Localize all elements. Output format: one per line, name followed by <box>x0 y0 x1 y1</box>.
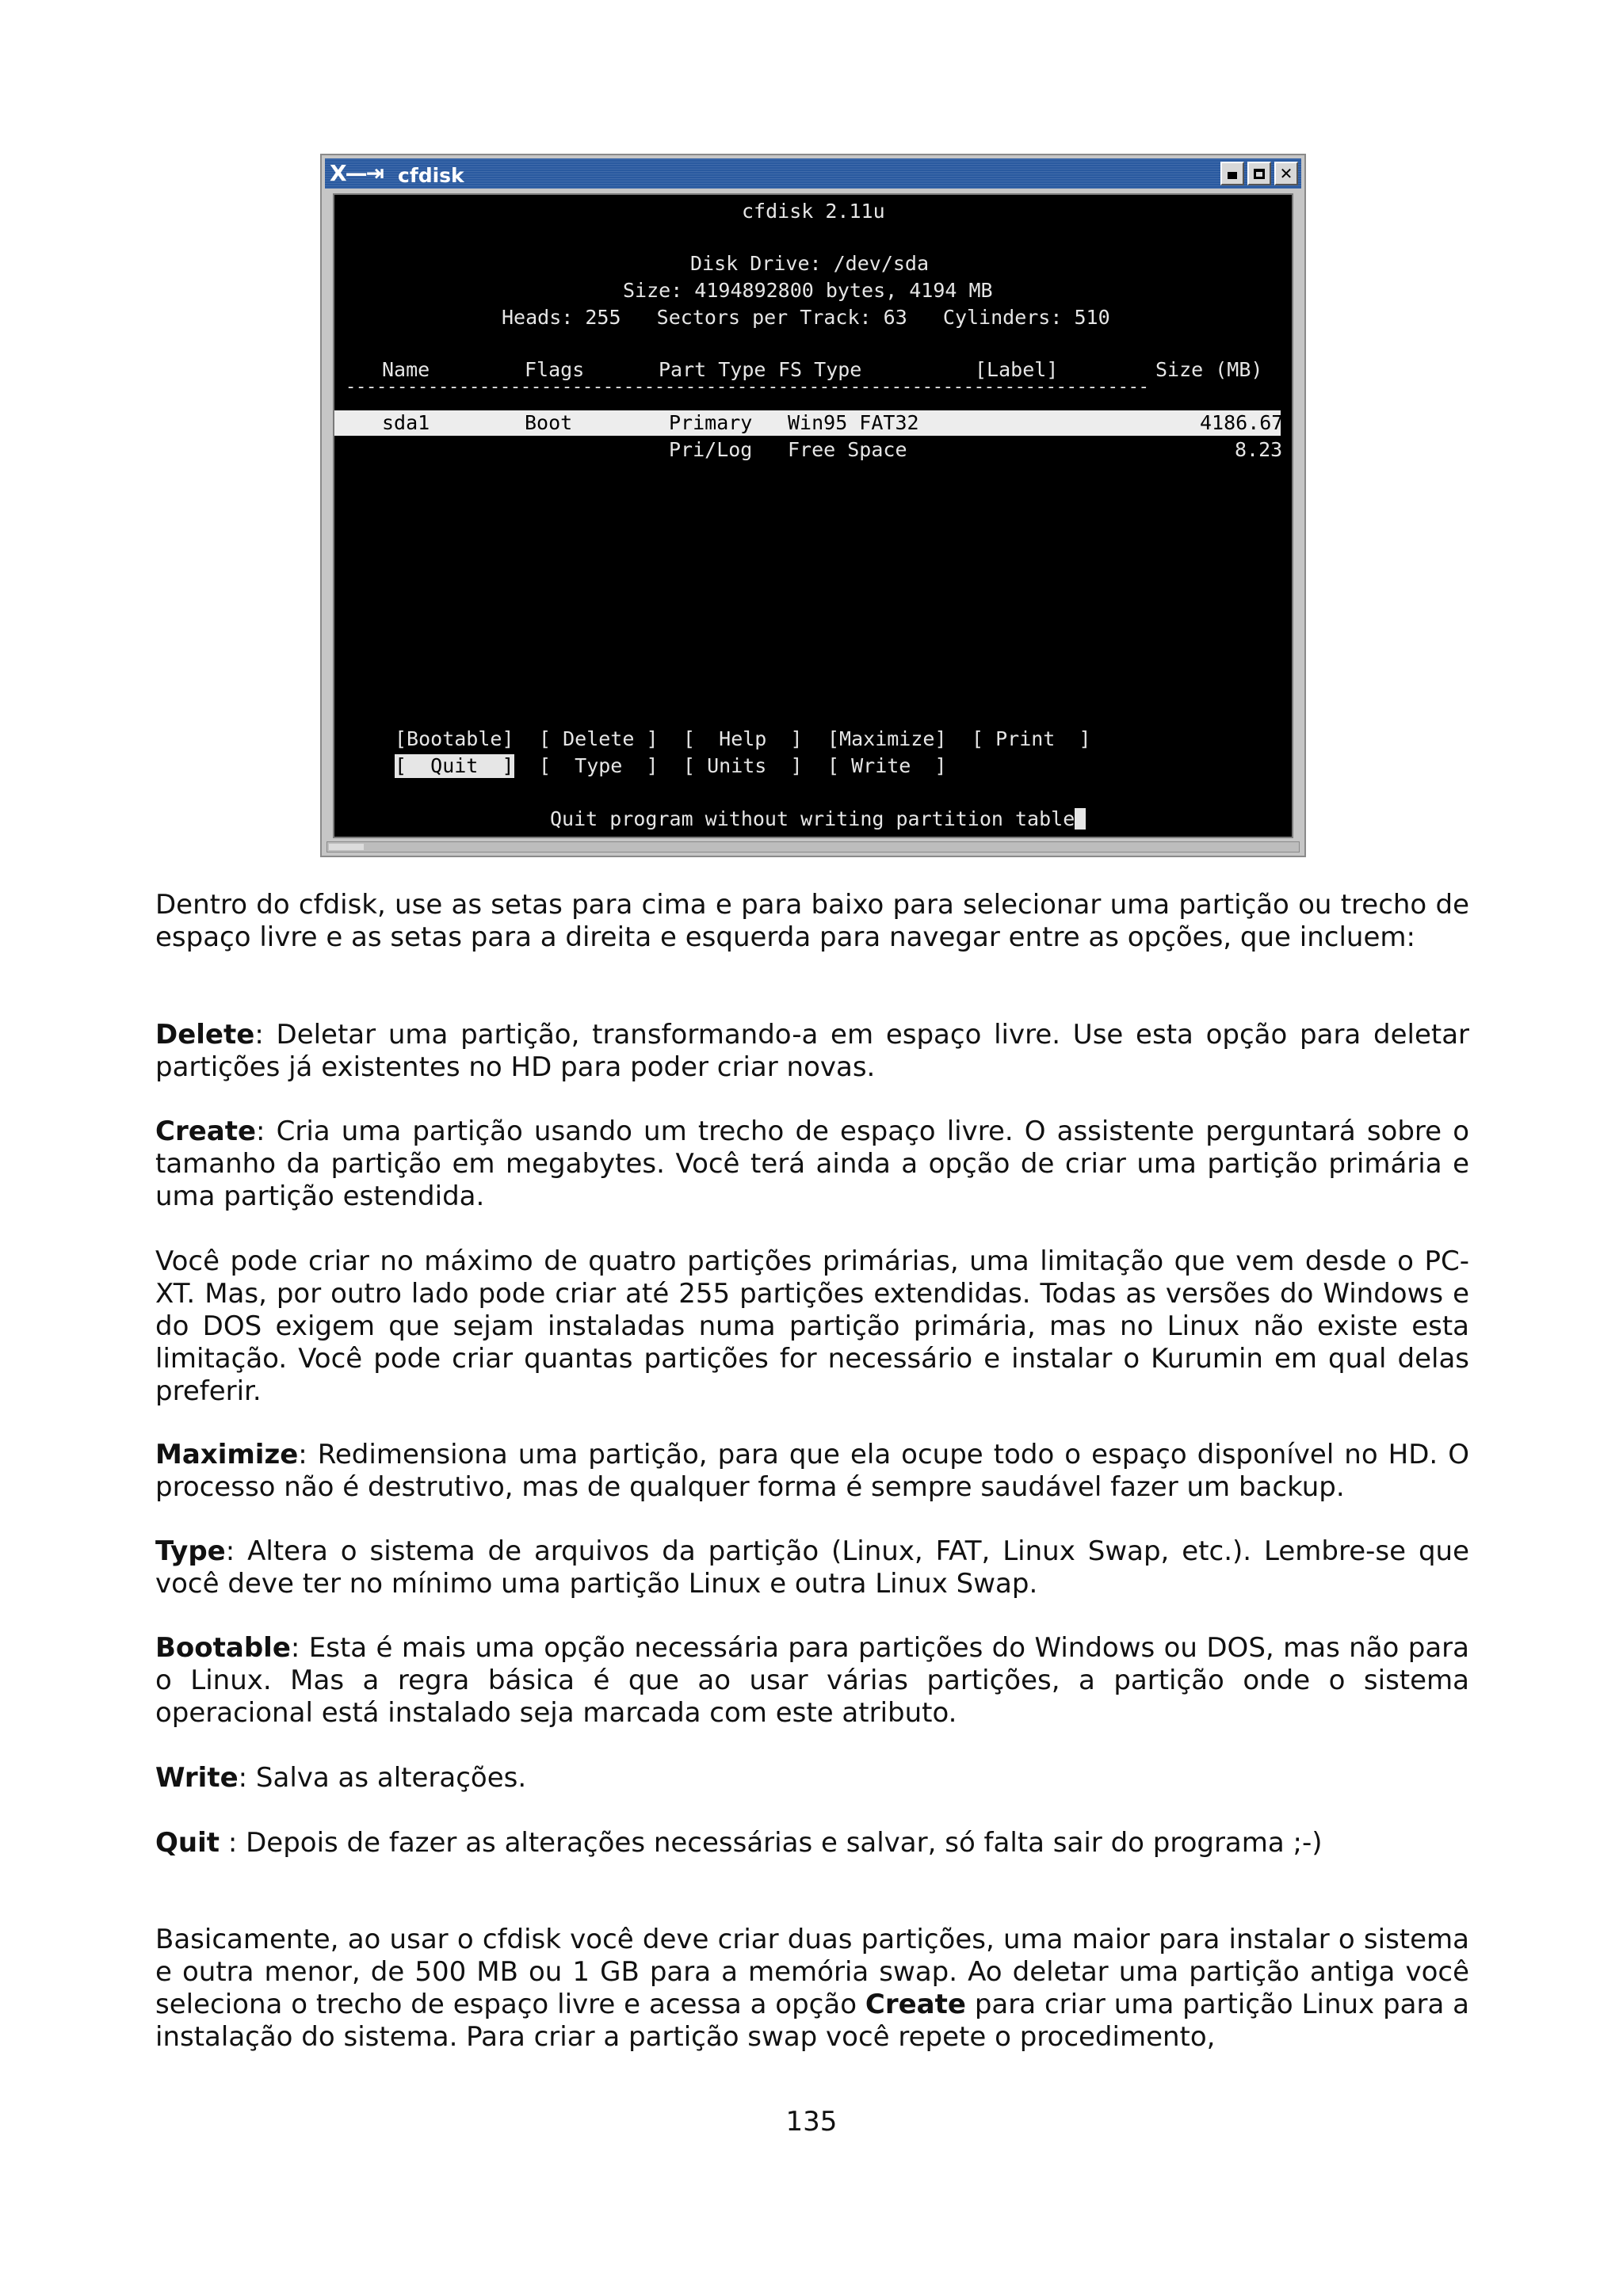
summary-paragraph: Basicamente, ao usar o cfdisk você deve criar duas partições, uma maior para instalar o sistema e outra menor, de 500 MB ou 1 GB para a memória swap. Ao deletar uma partição antiga você seleciona o trecho de espaço livre e acessa a opção Create para criar uma partição Linux para a instalação do sistema. Para criar a partição swap você repete o procedimento, <box>155 1924 1470 2053</box>
program-header: cfdisk 2.11u <box>742 200 885 223</box>
create-paragraph: Create: Cria uma partição usando um trecho de espaço livre. O assistente perguntará sobre o tamanho da partição em megabytes. Você terá ainda a opção de criar uma partição primária e uma partição estendida. <box>155 1116 1469 1212</box>
menu-help[interactable]: [ Help ] <box>683 727 803 750</box>
menu-units[interactable]: [ Units ] <box>683 754 803 777</box>
row-2-part-type[interactable]: Pri/Log <box>669 438 753 461</box>
summary-create-term: Create <box>865 1989 966 2020</box>
menu-type[interactable]: [ Type ] <box>539 754 659 777</box>
quit-paragraph: Quit : Depois de fazer as alterações necessárias e salvar, só falta sair do programa ;-) <box>155 1827 1323 1859</box>
column-flags: Flags <box>525 358 585 381</box>
create-description: Cria uma partição usando um trecho de espaço livre. O assistente perguntará sobre o tamanho da partição em megabytes. Você terá ainda a opção de criar uma partição primária e uma partição estendida. <box>155 1116 1469 1212</box>
cfdisk-window-screenshot <box>320 154 1306 857</box>
type-paragraph: Type: Altera o sistema de arquivos da partição (Linux, FAT, Linux Swap, etc.). Lembre-se que você deve ter no mínimo uma partição Linux e outra Linux Swap. <box>155 1535 1470 1600</box>
close-button[interactable] <box>1274 162 1298 185</box>
write-term: Write <box>155 1762 239 1794</box>
menu-print[interactable]: [ Print ] <box>972 727 1091 750</box>
disk-drive-line: Disk Drive: /dev/sda <box>690 252 930 275</box>
maximize-term: Maximize <box>155 1439 299 1470</box>
table-separator: ------------------------------------------------------------------------------ <box>346 377 1149 397</box>
row-1-size: 4186.67 <box>1200 411 1284 434</box>
quit-description: Depois de fazer as alterações necessárias e salvar, só falta sair do programa ;-) <box>246 1827 1323 1859</box>
column-size: Size (MB) <box>1155 358 1263 381</box>
window-titlebar <box>325 158 1301 189</box>
type-description: Altera o sistema de arquivos da partição (Linux, FAT, Linux Swap, etc.). Lembre-se que você deve ter no mínimo uma partição Linux e outra Linux Swap. <box>155 1535 1470 1600</box>
disk-geometry-line: Heads: 255 Sectors per Track: 63 Cylinders: 510 <box>502 306 1110 329</box>
menu-bootable[interactable]: [Bootable] <box>395 727 514 750</box>
write-description: Salva as alterações. <box>255 1762 527 1794</box>
close-icon: ✕ <box>1279 164 1293 183</box>
minimize-button[interactable] <box>1220 162 1244 185</box>
window-title: cfdisk <box>398 164 464 187</box>
create-term: Create <box>155 1116 257 1147</box>
page-number: 135 <box>785 2106 838 2138</box>
maximize-button[interactable] <box>1247 162 1271 185</box>
menu-write[interactable]: [ Write ] <box>827 754 947 777</box>
bootable-term: Bootable <box>155 1632 291 1664</box>
menu-quit[interactable]: [ Quit ] <box>395 754 514 777</box>
minimize-icon <box>1228 172 1237 179</box>
status-text: Quit program without writing partition table <box>550 807 1075 830</box>
status-line <box>550 807 1086 831</box>
x-logo-icon: X—⇥ <box>330 160 384 186</box>
maximize-paragraph: Maximize: Redimensiona uma partição, para que ela ocupe todo o espaço disponível no HD. O processo não é destrutivo, mas de qualquer forma é sempre saudável fazer um backup. <box>155 1439 1469 1503</box>
bootable-paragraph: Bootable: Esta é mais uma opção necessária para partições do Windows ou DOS, mas não para o Linux. Mas a regra básica é que ao usar várias partições, a partição onde o sistema operacional está instalado seja marcada com este atributo. <box>155 1632 1469 1729</box>
delete-description: Deletar uma partição, transformando-a em espaço livre. Use esta opção para deletar partições já existentes no HD para poder criar novas. <box>155 1019 1470 1083</box>
quit-term: Quit <box>155 1827 220 1859</box>
column-part-type: Part Type <box>659 358 766 381</box>
row-1-flags: Boot <box>525 411 573 434</box>
disk-size-line: Size: 4194892800 bytes, 4194 MB <box>623 279 993 302</box>
column-fs-type: FS Type <box>778 358 862 381</box>
type-term: Type <box>155 1535 226 1567</box>
terminal-area <box>333 193 1293 838</box>
row-2-fs-type: Free Space <box>788 438 907 461</box>
horizontal-scrollbar[interactable] <box>327 841 1300 852</box>
column-name: Name <box>382 358 430 381</box>
intro-paragraph: Dentro do cfdisk, use as setas para cima e para baixo para selecionar uma partição ou trecho de espaço livre e as setas para a direita e esquerda para navegar entre as opções, que incluem: <box>155 889 1469 953</box>
window-controls <box>1220 162 1298 185</box>
maximize-description: Redimensiona uma partição, para que ela ocupe todo o espaço disponível no HD. O processo não é destrutivo, mas de qualquer forma é sempre saudável fazer um backup. <box>155 1439 1469 1503</box>
row-1-name[interactable]: sda1 <box>382 411 430 434</box>
primary-partitions-paragraph: Você pode criar no máximo de quatro partições primárias, uma limitação que vem desde o PC-XT. Mas, por outro lado pode criar até 255 partições extendidas. Todas as versões do Windows e do DOS exigem que sejam instaladas numa partição primária, mas no Linux não existe esta limitação. Você pode criar quantas partições for necessário e instalar o Kurumin em qual delas preferir. <box>155 1245 1469 1407</box>
row-2-size: 8.23 <box>1235 438 1283 461</box>
scrollbar-thumb[interactable] <box>329 844 364 850</box>
row-1-part-type: Primary <box>669 411 753 434</box>
menu-delete[interactable]: [ Delete ] <box>539 727 659 750</box>
text-cursor <box>1075 808 1086 830</box>
delete-term: Delete <box>155 1019 255 1051</box>
menu-maximize[interactable]: [Maximize] <box>827 727 947 750</box>
column-label: [Label] <box>975 358 1059 381</box>
row-1-fs-type: Win95 FAT32 <box>788 411 919 434</box>
bootable-description: Esta é mais uma opção necessária para partições do Windows ou DOS, mas não para o Linux. Mas a regra básica é que ao usar várias partições, a partição onde o sistema operacional está instalado seja marcada com este atributo. <box>155 1632 1469 1729</box>
delete-paragraph: Delete: Deletar uma partição, transformando-a em espaço livre. Use esta opção para deletar partições já existentes no HD para poder criar novas. <box>155 1019 1470 1083</box>
write-paragraph: Write: Salva as alterações. <box>155 1762 527 1794</box>
maximize-icon <box>1254 169 1265 179</box>
